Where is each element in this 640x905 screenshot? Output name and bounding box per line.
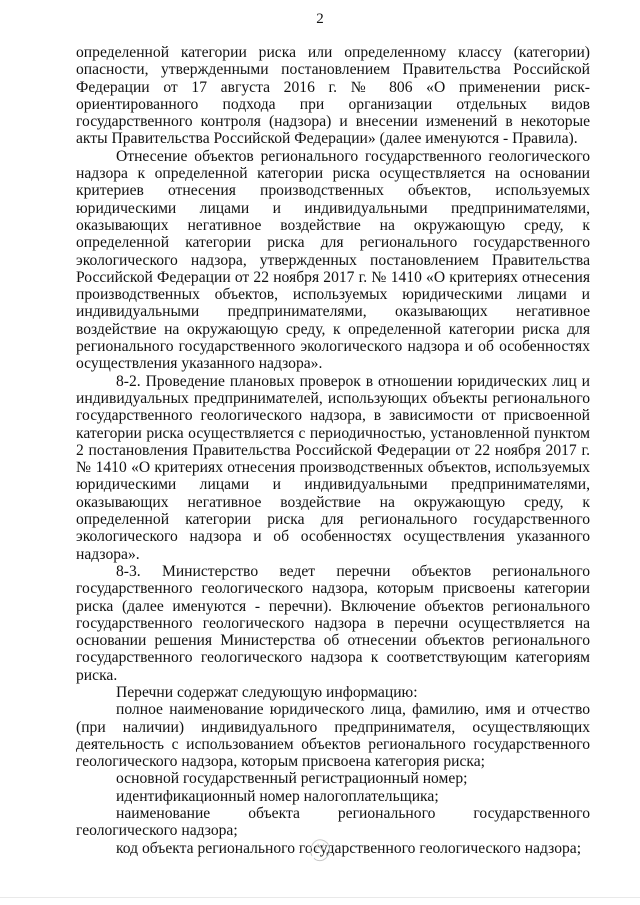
- list-item-entity-name: полное наименование юридического лица, фамилию, имя и отчество (при наличии) индивидуального предпринимателя, осуществляющих деятельность с использованием объектов регионального государственного геологического надзора, которым присвоена категория риска;: [76, 701, 590, 771]
- document-body: [76, 44, 590, 857]
- paragraph-8-2-planned-inspections: 8-2. Проведение плановых проверок в отношении юридических лиц и индивидуальных предпринимателей, использующих объекты регионального государственного геологического надзора, в зависимости от присвоенной категории риска осуществляется с периодичностью, установленной пунктом 2 постановления Правительства Российской Федерации от 22 ноября 2017 г. № 1410 «О критериях отнесения производственных объектов, используемых юридическими лицами и индивидуальными предпринимателями, оказывающих негативное воздействие на окружающую среду, к определенной категории риска для регионального государственного экологического надзора и об особенностях осуществления указанного надзора».: [76, 372, 590, 563]
- page-bottom-edge: [0, 897, 640, 898]
- list-item-inn: идентификационный номер налогоплательщика;: [116, 787, 439, 805]
- paragraph-risk-category-assignment: Отнесение объектов регионального государственного геологического надзора к определенной категории риска осуществляется на основании критериев отнесения производственных объектов, используемых юридическими лицами и индивидуальными предпринимателями, оказывающих негативное воздействие на окружающую среду, к определенной категории риска для регионального государственного экологического надзора, утвержденных постановлением Правительства Российской Федерации от 22 ноября 2017 г. № 1410 «О критериях отнесения производственных объектов, используемых юридическими лицами и индивидуальными предпринимателями, оказывающих негативное воздействие на окружающую среду, к определенной категории риска для регионального государственного экологического надзора и об особенностях осуществления указанного надзора».: [76, 147, 590, 373]
- paragraph-rules-reference: определенной категории риска или определенному классу (категории) опасности, утвержденными постановлением Правительства Российской Федерации от 17 августа 2016 г. № 806 «О применении риск-ориентированного подхода при организации отдельных видов государственного контроля (надзора) и внесении изменений в некоторые акты Правительства Российской Федерации» (далее именуются - Правила).: [76, 44, 590, 148]
- page-number: 2: [316, 11, 324, 27]
- faint-stamp-mark: [304, 834, 336, 864]
- paragraph-lists-contain: Перечни содержат следующую информацию:: [116, 683, 418, 701]
- list-item-ogrn: основной государственный регистрационный номер;: [116, 770, 468, 788]
- list-item-object-code: код объекта регионального государственного геологического надзора;: [116, 839, 582, 857]
- paragraph-8-3-object-lists: 8-3. Министерство ведет перечни объектов регионального государственного геологического надзора, которым присвоены категории риска (далее именуются - перечни). Включение объектов регионального государственного геологического надзора в перечни осуществляется на основании решения Министерства об отнесении объектов регионального государственного геологического надзора к соответствующим категориям риска.: [76, 562, 590, 684]
- list-item-object-name: наименование объекта регионального государственного геологического надзора;: [76, 805, 590, 840]
